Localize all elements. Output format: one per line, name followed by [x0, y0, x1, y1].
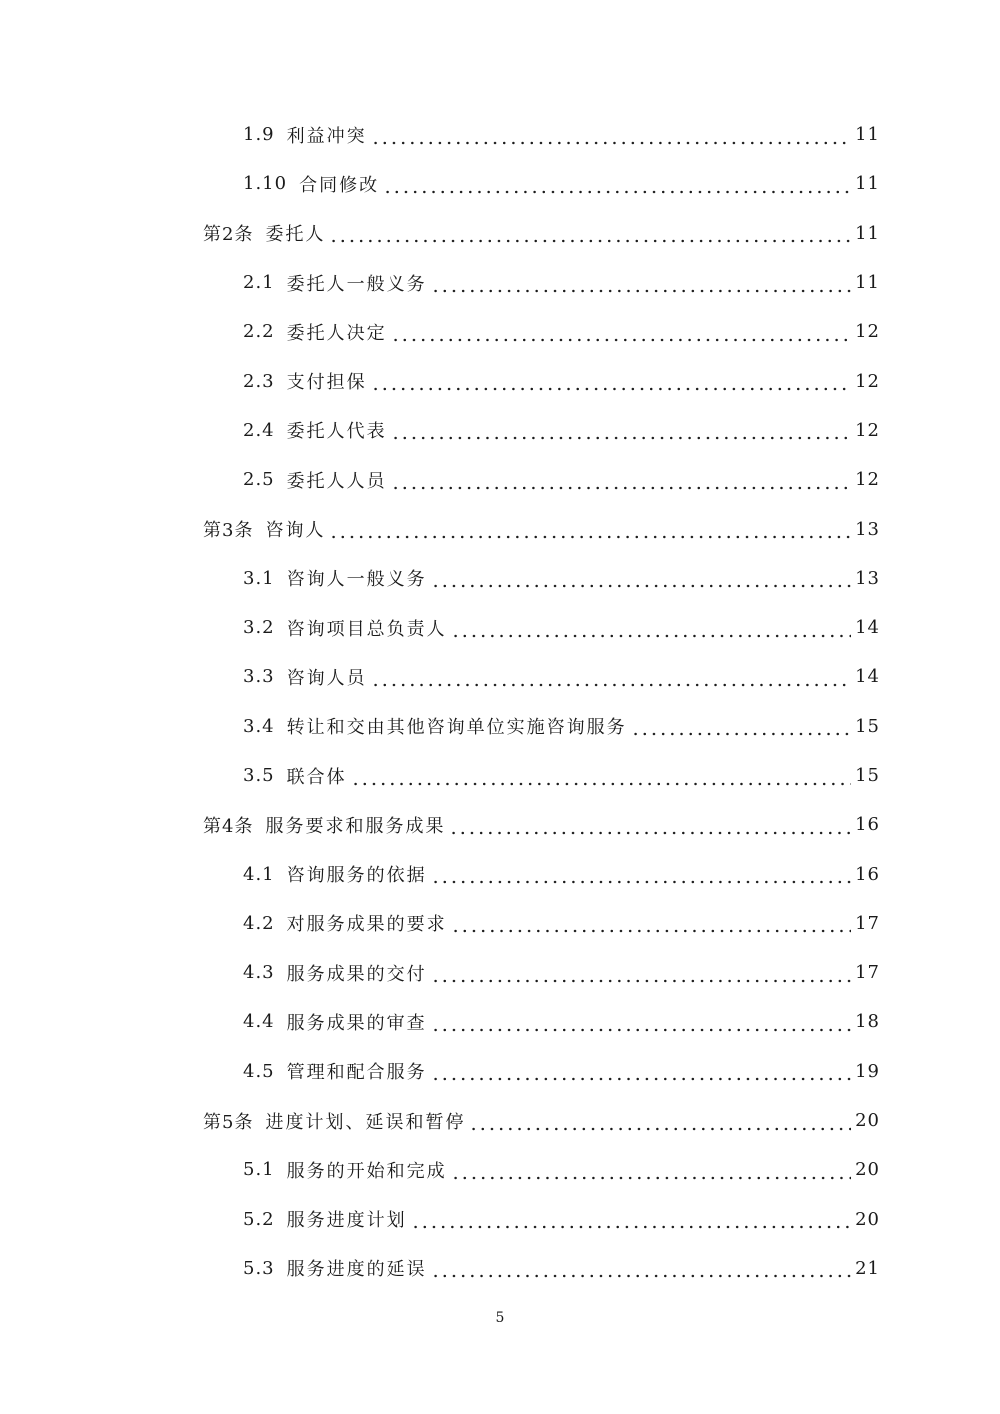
toc-entry-title: 咨询服务的依据	[286, 865, 427, 887]
toc-dot-leader	[469, 1114, 851, 1132]
toc-section-entry[interactable]	[0, 948, 1000, 997]
toc-entry-number: 4.4	[243, 1011, 275, 1033]
toc-section-entry[interactable]	[0, 1244, 1000, 1293]
toc-section-entry[interactable]	[0, 455, 1000, 504]
toc-section-entry[interactable]	[0, 997, 1000, 1046]
toc-entry-number: 第4条	[203, 815, 254, 837]
toc-dot-leader	[431, 867, 851, 885]
toc-entry-page: 19	[855, 1060, 880, 1082]
toc-entry-title: 服务要求和服务成果	[265, 815, 446, 837]
toc-dot-leader	[383, 177, 851, 195]
toc-entry-number: 5.3	[243, 1257, 275, 1279]
toc-section-entry[interactable]	[0, 849, 1000, 898]
toc-dot-leader	[411, 1212, 851, 1230]
toc-entry-number: 2.3	[243, 370, 275, 392]
toc-entry-title: 咨询项目总负责人	[286, 618, 447, 640]
table-of-contents	[0, 110, 1000, 1293]
page-number: 5	[495, 1310, 505, 1326]
toc-entry-number: 第3条	[203, 520, 254, 542]
toc-entry-number: 5.1	[243, 1159, 275, 1181]
toc-section-entry[interactable]	[0, 1195, 1000, 1244]
toc-entry-page: 14	[855, 617, 880, 639]
toc-entry-title: 服务的开始和完成	[286, 1160, 447, 1182]
toc-entry-title: 转让和交由其他咨询单位实施咨询服务	[286, 717, 627, 739]
toc-entry-title: 联合体	[286, 766, 347, 788]
toc-dot-leader	[451, 1163, 851, 1181]
toc-entry-page: 17	[855, 912, 880, 934]
toc-section-entry[interactable]	[0, 406, 1000, 455]
toc-section-entry[interactable]	[0, 603, 1000, 652]
toc-dot-leader	[431, 1064, 851, 1082]
toc-dot-leader	[631, 719, 851, 737]
toc-entry-number: 5.2	[243, 1208, 275, 1230]
toc-section-entry[interactable]	[0, 1145, 1000, 1194]
toc-dot-leader	[371, 374, 851, 392]
toc-entry-title: 服务成果的审查	[286, 1012, 427, 1034]
toc-entry-title: 进度计划、延误和暂停	[265, 1111, 466, 1133]
toc-entry-number: 2.2	[243, 321, 275, 343]
toc-entry-number: 3.2	[243, 617, 275, 639]
toc-entry-title: 委托人代表	[286, 421, 387, 443]
toc-dot-leader	[371, 670, 851, 688]
toc-entry-page: 11	[855, 124, 880, 146]
toc-dot-leader	[431, 571, 851, 589]
toc-entry-page: 12	[855, 419, 880, 441]
toc-entry-title: 委托人	[265, 224, 326, 246]
toc-entry-page: 12	[855, 469, 880, 491]
toc-chapter-entry[interactable]	[0, 209, 1000, 258]
toc-section-entry[interactable]	[0, 702, 1000, 751]
toc-dot-leader	[451, 916, 851, 934]
toc-entry-number: 1.10	[243, 173, 288, 195]
toc-entry-title: 对服务成果的要求	[286, 914, 447, 936]
toc-entry-title: 委托人一般义务	[286, 273, 427, 295]
toc-entry-title: 咨询人一般义务	[286, 569, 427, 591]
toc-entry-number: 3.1	[243, 567, 275, 589]
toc-entry-page: 14	[855, 666, 880, 688]
toc-dot-leader	[391, 473, 851, 491]
toc-entry-number: 4.1	[243, 863, 275, 885]
toc-dot-leader	[391, 423, 851, 441]
toc-dot-leader	[391, 325, 851, 343]
toc-entry-page: 20	[855, 1110, 880, 1132]
toc-entry-title: 服务进度计划	[286, 1210, 407, 1232]
toc-chapter-entry[interactable]	[0, 800, 1000, 849]
toc-section-entry[interactable]	[0, 1047, 1000, 1096]
toc-entry-page: 12	[855, 370, 880, 392]
toc-entry-number: 3.5	[243, 765, 275, 786]
toc-entry-title: 咨询人	[265, 520, 326, 542]
toc-entry-title: 委托人人员	[286, 470, 387, 492]
toc-section-entry[interactable]	[0, 356, 1000, 405]
toc-dot-leader	[329, 522, 851, 540]
toc-entry-title: 利益冲突	[286, 125, 367, 147]
toc-section-entry[interactable]	[0, 258, 1000, 307]
toc-entry-title: 咨询人员	[286, 667, 367, 689]
toc-section-entry[interactable]	[0, 899, 1000, 948]
toc-section-entry[interactable]	[0, 307, 1000, 356]
toc-dot-leader	[431, 966, 851, 984]
toc-entry-page: 18	[855, 1011, 880, 1033]
toc-entry-page: 21	[855, 1257, 880, 1279]
toc-chapter-entry[interactable]	[0, 1096, 1000, 1145]
toc-entry-number: 2.4	[243, 419, 275, 441]
toc-chapter-entry[interactable]	[0, 504, 1000, 553]
toc-entry-number: 第2条	[203, 224, 254, 246]
toc-entry-page: 11	[855, 173, 880, 195]
toc-dot-leader	[351, 769, 851, 787]
toc-entry-number: 4.5	[243, 1060, 275, 1082]
toc-entry-number: 1.9	[243, 124, 275, 146]
toc-entry-number: 3.4	[243, 715, 275, 737]
toc-entry-title: 支付担保	[286, 372, 367, 394]
toc-section-entry[interactable]	[0, 110, 1000, 159]
toc-entry-page: 11	[855, 272, 880, 294]
toc-dot-leader	[431, 276, 851, 294]
toc-dot-leader	[431, 1261, 851, 1279]
toc-section-entry[interactable]	[0, 751, 1000, 800]
toc-entry-page: 13	[855, 567, 880, 589]
toc-entry-page: 20	[855, 1208, 880, 1230]
toc-dot-leader	[449, 818, 851, 836]
toc-entry-number: 3.3	[243, 666, 275, 688]
toc-entry-title: 服务进度的延误	[286, 1259, 427, 1281]
toc-entry-page: 12	[855, 321, 880, 343]
toc-entry-number: 第5条	[203, 1111, 254, 1133]
toc-entry-page: 16	[855, 863, 880, 885]
toc-entry-page: 13	[855, 518, 880, 540]
toc-section-entry[interactable]	[0, 159, 1000, 208]
toc-entry-page: 15	[855, 715, 880, 737]
toc-dot-leader	[371, 128, 851, 146]
toc-dot-leader	[329, 226, 851, 244]
toc-entry-title: 管理和配合服务	[286, 1062, 427, 1084]
toc-dot-leader	[431, 1015, 851, 1033]
toc-entry-title: 委托人决定	[286, 322, 387, 344]
toc-entry-title: 合同修改	[299, 174, 380, 196]
toc-entry-number: 4.3	[243, 962, 275, 984]
toc-entry-title: 服务成果的交付	[286, 963, 427, 985]
toc-entry-page: 11	[855, 222, 880, 244]
toc-entry-number: 2.5	[243, 469, 275, 491]
toc-entry-number: 4.2	[243, 912, 275, 934]
toc-entry-number: 2.1	[243, 272, 275, 294]
toc-entry-page: 16	[855, 814, 880, 836]
toc-entry-page: 20	[855, 1159, 880, 1181]
toc-section-entry[interactable]	[0, 652, 1000, 701]
toc-dot-leader	[451, 621, 851, 639]
toc-entry-page: 17	[855, 962, 880, 984]
toc-section-entry[interactable]	[0, 554, 1000, 603]
toc-entry-page: 15	[855, 765, 880, 786]
